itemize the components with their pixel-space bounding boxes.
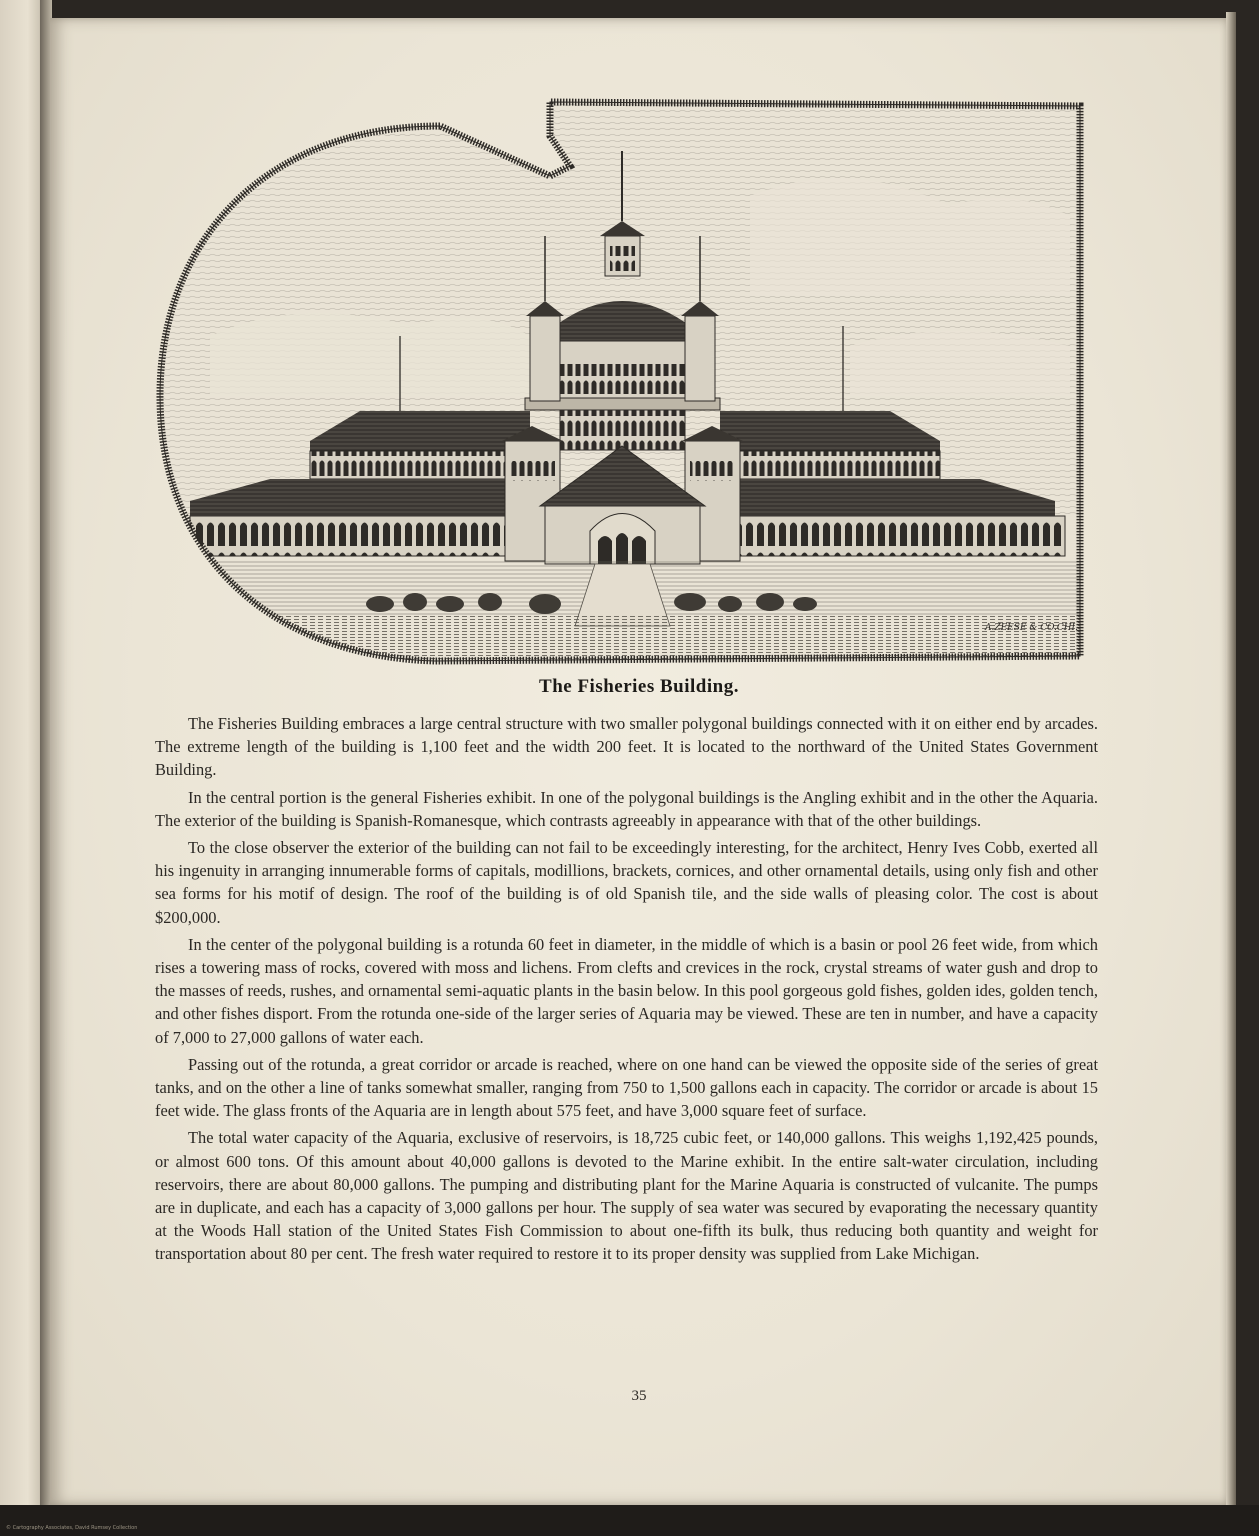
page-number: 35: [631, 1388, 647, 1404]
engraver-signature: A.ZEESE & CO.CHI.: [985, 623, 1078, 633]
paragraph: In the center of the polygonal building is a rotunda 60 feet in diameter, in the middle of which is a basin or pool 26 feet wide, from which rises a towering mass of rocks, covered with moss and lichens. From clefts and crevices in the rock, crystal streams of water gush and drop to the masses of reeds, rushes, and ornamental semi-aquatic plants in the basin below. In this pool gorgeous gold fishes, golden ides, golden tench, and other fishes disport. From the rotunda one-side of the larger series of Aquaria may be viewed. These are ten in number, and have a capacity of 7,000 to 27,000 gallons of water each.: [155, 934, 1098, 1047]
page-edge: [1226, 12, 1236, 1508]
paragraph: In the central portion is the general Fisheries exhibit. In one of the polygonal buildings is the Angling exhibit and in the other the Aquaria. The exterior of the building is Spanish-Romanesque, which contrasts agreeably in appearance with that of the other buildings.: [155, 787, 1098, 830]
book-cover-edge: [0, 1505, 1259, 1536]
fisheries-building-engraving: [150, 96, 1090, 671]
collection-credit: © Cartography Associates, David Rumsey Collection: [6, 1525, 138, 1531]
paragraph: Passing out of the rotunda, a great corridor or arcade is reached, where on one hand can be viewed the opposite side of the series of great tanks, and on the other a line of tanks somewhat smaller, ranging from 750 to 1,500 gallons each in capacity. The corridor or arcade is about 15 feet wide. The glass fronts of the Aquaria are in length about 575 feet, and have 3,000 square feet of surface.: [155, 1054, 1098, 1121]
paragraph: To the close observer the exterior of the building can not fail to be exceedingly interesting, for the architect, Henry Ives Cobb, exerted all his ingenuity in arranging innumerable forms of capitals, modillions, brackets, cornices, and other ornamental details, using only fish and other sea forms for his motif of design. The roof of the building is of old Spanish tile, and the side walls of pleasing color. The cost is about $200,000.: [155, 838, 1098, 927]
paragraph: The Fisheries Building embraces a large central structure with two smaller polygonal buildings connected with it on either end by arcades. The extreme length of the building is 1,100 feet and the width 200 feet. It is located to the northward of the United States Government Building.: [155, 714, 1098, 780]
article-title: The Fisheries Building.: [539, 676, 739, 697]
article-body: [155, 712, 1098, 1270]
paragraph: The total water capacity of the Aquaria, exclusive of reservoirs, is 18,725 cubic feet, or 140,000 gallons. This weighs 1,192,425 pounds, or almost 600 tons. Of this amount about 40,000 gallons is devoted to the Marine exhibit. In the entire salt-water circulation, including reservoirs, there are about 80,000 gallons. The pumping and distributing plant for the Marine Aquaria is constructed of vulcanite. The pumps are in duplicate, and each has a capacity of 3,000 gallons per hour. The supply of sea water was secured by evaporating the necessary quantity at the Woods Hall station of the United States Fish Commission to about one-fifth its bulk, thus reducing both quantity and weight for transportation about 80 per cent. The fresh water required to restore it to its proper density was supplied from Lake Michigan.: [155, 1128, 1098, 1264]
